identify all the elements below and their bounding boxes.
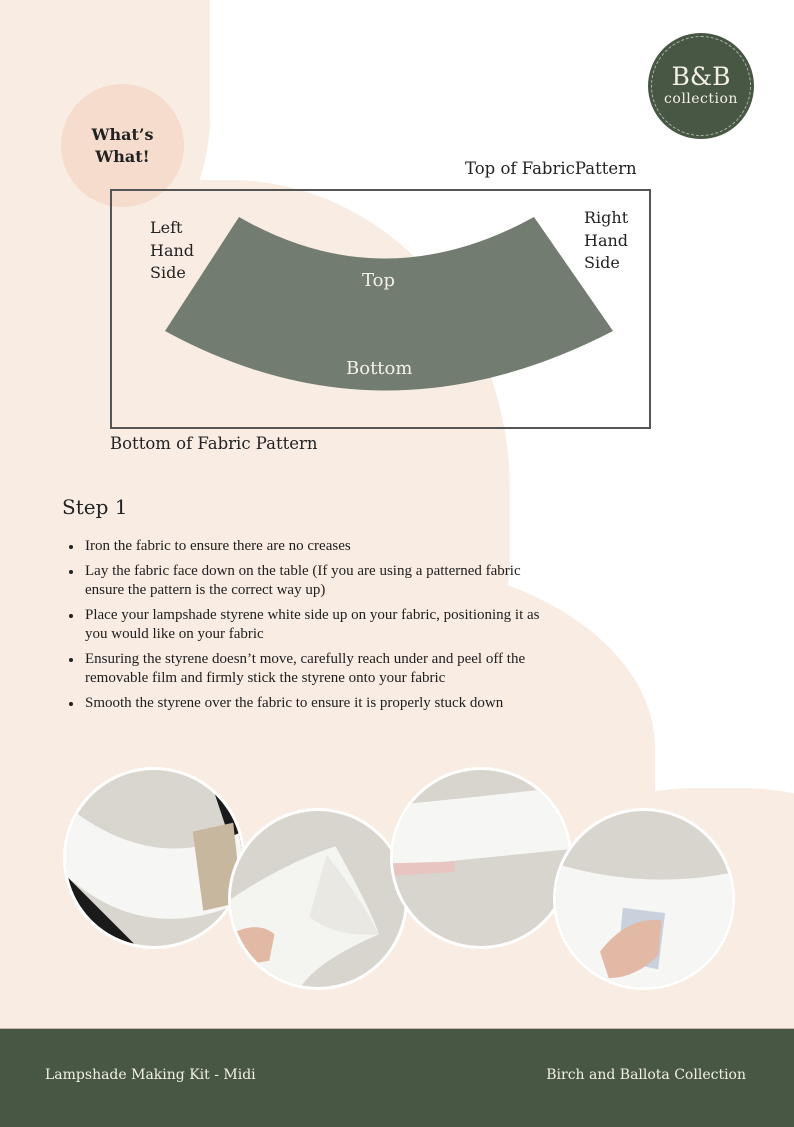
- page-footer: [0, 1028, 794, 1127]
- left-hand-side-label: [150, 217, 194, 285]
- smoothing-styrene-photo: [553, 808, 735, 990]
- badge-line-1: What’s: [91, 124, 154, 144]
- styrene-on-fabric-photo: [63, 767, 245, 949]
- bottom-of-fabric-label: Bottom of Fabric Pattern: [110, 434, 318, 453]
- arc-top-label: Top: [362, 270, 395, 291]
- list-item: Place your lampshade styrene white side up on your fabric, positioning it as you would like on your fabric: [62, 606, 562, 644]
- right-side-line-1: Right: [584, 208, 629, 227]
- list-item: Smooth the styrene over the fabric to ensure it is properly stuck down: [62, 694, 562, 713]
- left-side-line-1: Left: [150, 218, 183, 237]
- right-side-line-2: Hand: [584, 230, 629, 250]
- top-of-fabric-label: Top of FabricPattern: [465, 159, 637, 178]
- peeling-film-photo: [228, 808, 408, 990]
- styrene-positioned-photo: [390, 767, 572, 949]
- badge-line-2: What!: [95, 146, 150, 166]
- left-side-line-3: Side: [150, 263, 186, 282]
- logo-subtitle: collection: [664, 91, 738, 107]
- list-item: Iron the fabric to ensure there are no creases: [62, 537, 562, 556]
- right-side-line-3: Side: [584, 253, 620, 272]
- footer-kit-name: Lampshade Making Kit - Midi: [45, 1067, 256, 1083]
- right-hand-side-label: [584, 207, 628, 275]
- list-item: Lay the fabric face down on the table (If you are using a patterned fabric ensure the pattern is the correct way up): [62, 562, 562, 600]
- step-instructions-list: [62, 537, 562, 719]
- footer-brand-name: Birch and Ballota Collection: [546, 1067, 746, 1083]
- list-item: Ensuring the styrene doesn’t move, carefully reach under and peel off the removable film and firmly stick the styrene onto your fabric: [62, 650, 562, 688]
- logo-monogram: B&B: [671, 62, 731, 91]
- left-side-line-2: Hand: [150, 240, 195, 260]
- step-title: Step 1: [62, 495, 128, 519]
- arc-bottom-label: Bottom: [346, 358, 413, 379]
